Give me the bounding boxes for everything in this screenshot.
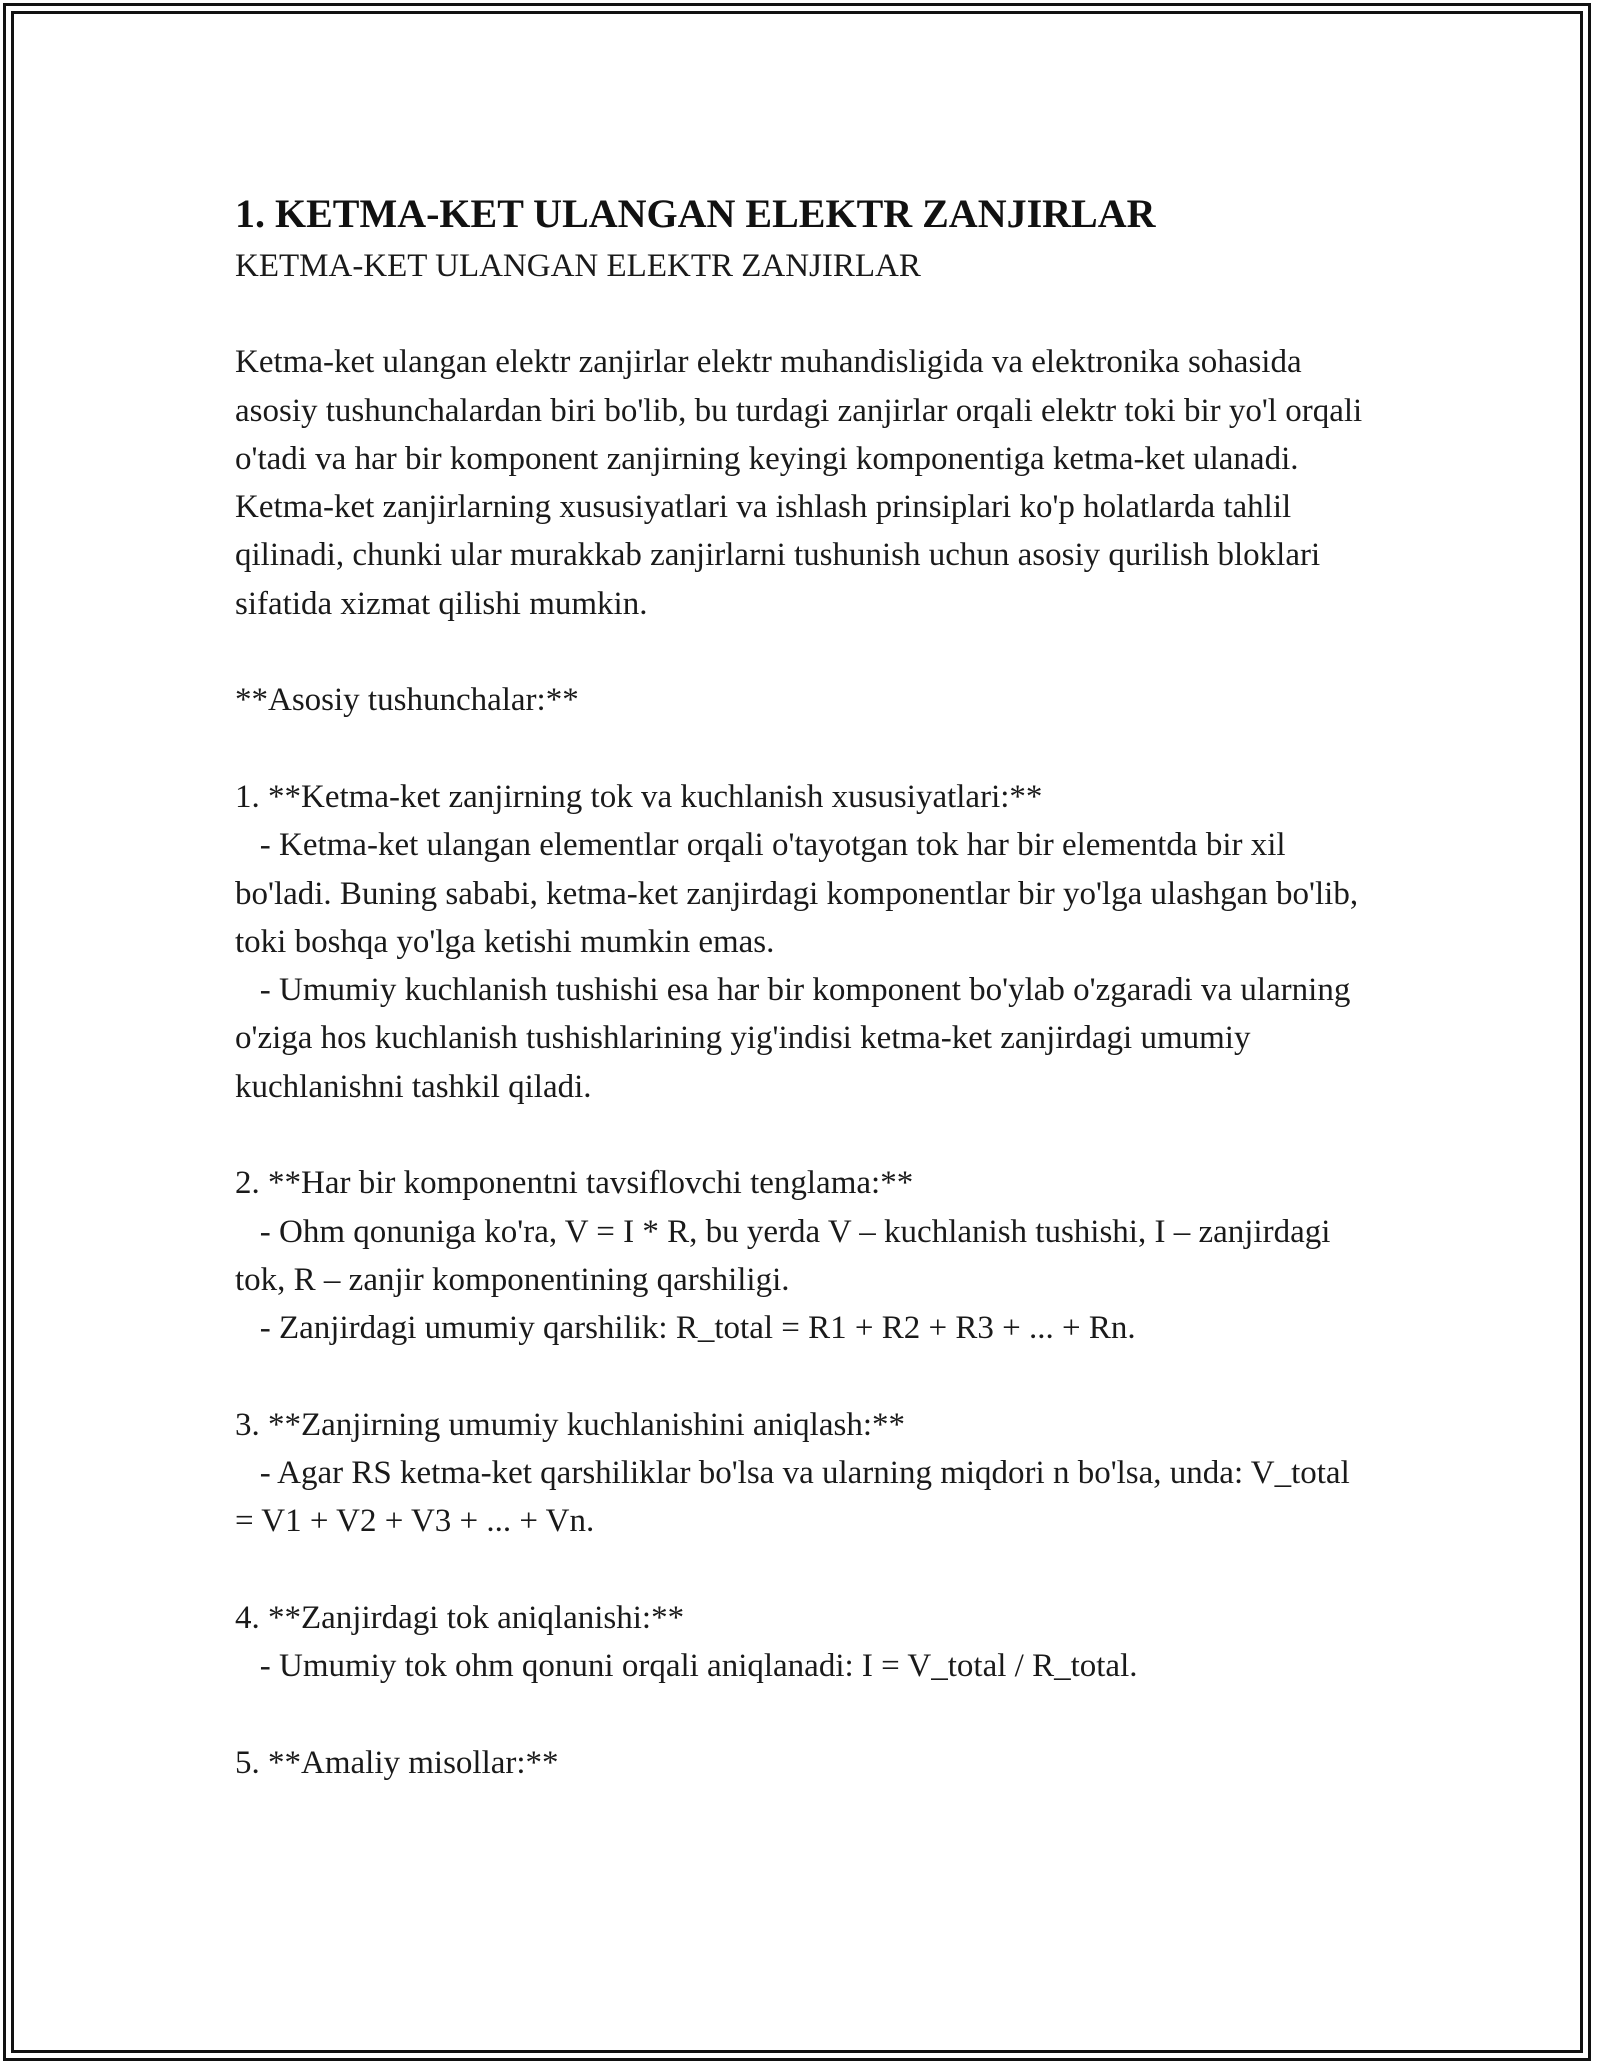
section-bullet: - Zanjirdagi umumiy qarshilik: R_total = R1 + R2 + R3 + ... + Rn. [235,1310,1136,1347]
concepts-heading: **Asosiy tushunchalar:** [235,682,579,719]
section-bullet: - Ketma-ket ulangan elementlar orqali o'tayotgan tok har bir elementda bir xil bo'ladi. Buning sababi, ketma-ket zanjirdagi komponentlar bir yo'lga ulashgan bo'lib, toki boshqa yo'lga ketishi mumkin emas. [235,827,1367,960]
section-2 [235,1159,1365,1352]
document-body [235,186,1371,1787]
section-heading: 5. **Amaliy misollar:** [235,1744,559,1781]
section-heading: 3. **Zanjirning umumiy kuchlanishini aniqlash:** [235,1406,906,1443]
section-bullet: - Agar RS ketma-ket qarshiliklar bo'lsa va ularning miqdori n bo'lsa, unda: V_total = V1 + V2 + V3 + ... + Vn. [235,1455,1358,1540]
intro-paragraph: Ketma-ket ulangan elektr zanjirlar elektr muhandisligida va elektronika sohasida asosiy tushunchalardan biri bo'lib, bu turdagi zanjirlar orqali elektr toki bir yo'l orqali o'tadi va har bir komponent zanjirning keyingi komponentiga ketma-ket ulanadi. Ketma-ket zanjirlarning xususiyatlari va ishlash prinsiplari ko'p holatlarda tahlil qilinadi, chunki ular murakkab zanjirlarni tushunish uchun asosiy qurilish bloklari sifatida xizmat qilishi mumkin. [235,344,1371,622]
section-3 [235,1401,1365,1546]
section-1 [235,773,1365,1111]
document-subtitle: KETMA-KET ULANGAN ELEKTR ZANJIRLAR [235,248,921,284]
document-title: 1. KETMA-KET ULANGAN ELEKTR ZANJIRLAR [235,191,1156,236]
section-5 [235,1739,1365,1787]
section-bullet: - Ohm qonuniga ko'ra, V = I * R, bu yerda V – kuchlanish tushishi, I – zanjirdagi tok, R – zanjir komponentining qarshiligi. [235,1213,1339,1298]
section-bullet: - Umumiy tok ohm qonuni orqali aniqlanadi: I = V_total / R_total. [235,1648,1138,1685]
section-bullet: - Umumiy kuchlanish tushishi esa har bir komponent bo'ylab o'zgaradi va ularning o'ziga hos kuchlanish tushishlarining yig'indisi ketma-ket zanjirdagi umumiy kuchlanishni tashkil qiladi. [235,972,1359,1105]
section-heading: 2. **Har bir komponentni tavsiflovchi tenglama:** [235,1165,914,1202]
section-heading: 4. **Zanjirdagi tok aniqlanishi:** [235,1600,685,1637]
section-heading: 1. **Ketma-ket zanjirning tok va kuchlanish xususiyatlari:** [235,778,1043,815]
section-4 [235,1594,1365,1691]
